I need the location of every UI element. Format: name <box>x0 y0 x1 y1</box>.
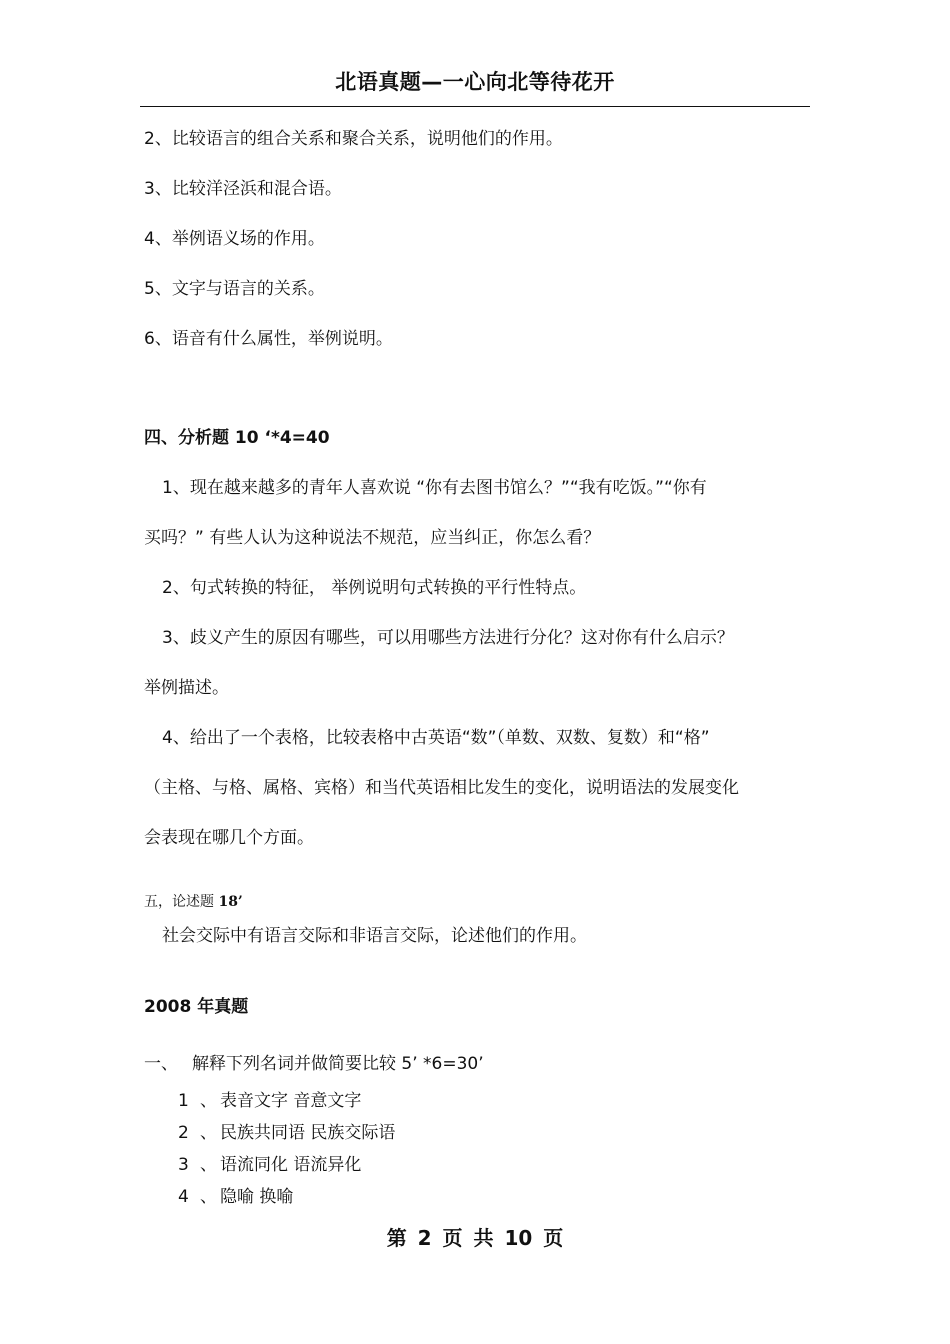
section-number: 一、 <box>144 1054 178 1074</box>
term-text: 表音文字 音意文字 <box>220 1091 362 1111</box>
question-item: 4、举例语义场的作用。 <box>144 229 325 249</box>
term-separator: 、 <box>200 1091 217 1111</box>
section-title: 解释下列名词并做简要比较 5’ *6=30’ <box>192 1054 484 1074</box>
year-heading: 2008 年真题 <box>144 997 249 1017</box>
analysis-q4-line3: 会表现在哪几个方面。 <box>144 828 314 848</box>
analysis-q2: 2、句式转换的特征， 举例说明句式转换的平行性特点。 <box>162 578 587 598</box>
term-separator: 、 <box>200 1155 217 1175</box>
header-divider <box>140 106 810 107</box>
question-item: 2、比较语言的组合关系和聚合关系，说明他们的作用。 <box>144 129 563 149</box>
question-item: 6、语音有什么属性，举例说明。 <box>144 329 393 349</box>
essay-heading-score: 18’ <box>218 894 243 910</box>
term-separator: 、 <box>200 1187 217 1207</box>
term-text: 隐喻 换喻 <box>220 1187 294 1207</box>
term-number: 4 <box>178 1187 189 1207</box>
term-number: 2 <box>178 1123 189 1143</box>
page-header-title: 北语真题—一心向北等待花开 <box>335 70 615 94</box>
term-item <box>178 1118 395 1143</box>
question-item: 3、比较洋泾浜和混合语。 <box>144 179 342 199</box>
term-item <box>178 1086 361 1111</box>
section-heading-analysis: 四、分析题 10 ‘*4=40 <box>144 428 330 448</box>
section-heading-terms <box>144 1049 484 1074</box>
question-item: 5、文字与语言的关系。 <box>144 279 325 299</box>
term-number: 1 <box>178 1091 189 1111</box>
term-item <box>178 1182 293 1207</box>
analysis-q4-line2: （主格、与格、属格、宾格）和当代英语相比发生的变化，说明语法的发展变化 <box>144 778 739 798</box>
essay-heading-label: 五，论述题 <box>144 894 219 910</box>
analysis-q1-line1: 1、现在越来越多的青年人喜欢说 “你有去图书馆么？”“我有吃饭。”“你有 <box>162 478 707 498</box>
analysis-q4-line1: 4、给出了一个表格，比较表格中古英语“数”（单数、双数、复数）和“格” <box>162 728 710 748</box>
section-heading-essay <box>144 891 243 911</box>
term-number: 3 <box>178 1155 189 1175</box>
term-separator: 、 <box>200 1123 217 1143</box>
page-footer: 第 2 页 共 10 页 <box>386 1226 564 1250</box>
term-text: 语流同化 语流异化 <box>220 1155 362 1175</box>
essay-q1: 社会交际中有语言交际和非语言交际，论述他们的作用。 <box>162 926 587 946</box>
term-text: 民族共同语 民族交际语 <box>220 1123 396 1143</box>
analysis-q3-line2: 举例描述。 <box>144 678 229 698</box>
analysis-q3-line1: 3、歧义产生的原因有哪些，可以用哪些方法进行分化？这对你有什么启示？ <box>162 628 734 648</box>
analysis-q1-line2: 买吗？” 有些人认为这种说法不规范，应当纠正，你怎么看？ <box>144 528 601 548</box>
term-item <box>178 1150 361 1175</box>
